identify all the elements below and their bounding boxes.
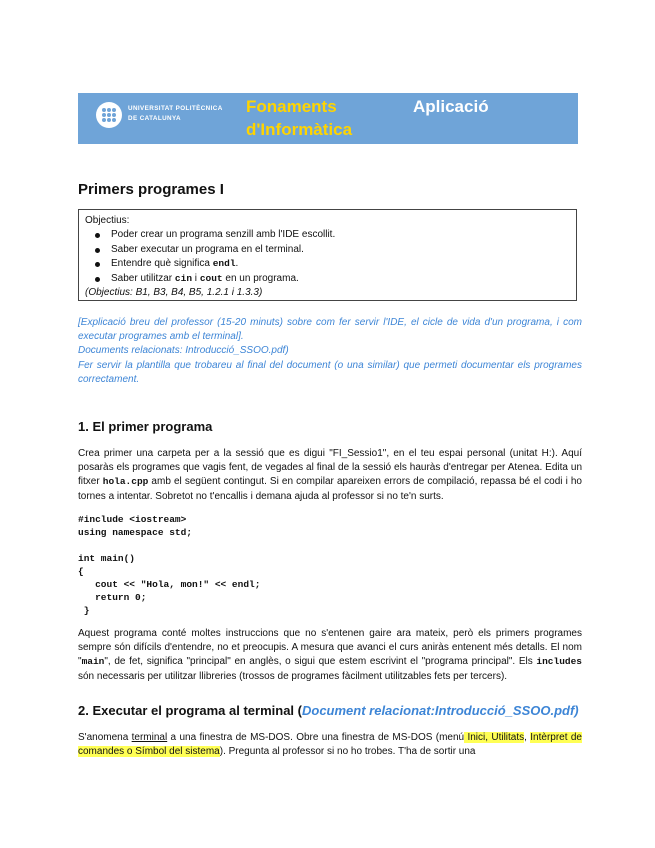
objectives-list [85,228,570,286]
course-title: Fonaments d'Informàtica [246,97,353,139]
university-name: UNIVERSITAT POLITÈCNICA DE CATALUNYA [128,105,223,122]
objectives-box [78,209,577,301]
list-item: Saber utilitzar cin i cout en un programa. [111,272,570,286]
related-document-link[interactable]: Document relacionat:Introducció_SSOO.pdf) [301,703,579,718]
section1-explanation: Aquest programa conté moltes instruccions que no s'entenen gaire ara mateix, però els primers programes sempre són difícils d'entendre, no et preocupis. A mesura que avanci el curs aniràs entenent més detalls. El nom "main", de fet, significa "principal" en anglès, o sigui que estem escrivint el "programa principal". Els includes són necessaris per utilitzar llibreries (trossos de programes fàcilment utilitzables fets per tercers). [78,628,582,682]
teacher-note: [Explicació breu del professor (15-20 minuts) sobre com fer servir l'IDE, el cicle de vida d'un programa, i com executar programes amb el terminal]. Documents relacionats: Introducció_SSOO.pdf) Fer servir la plantilla que trobareu al final del document (o una similar) que permeti documentar els programes correctament. [78,317,582,385]
section1-paragraph: Crea primer una carpeta per a la sessió que es digui "FI_Sessio1", en el teu espai personal (unitat H:). Aquí posaràs els programes que vagis fent, de vegades al final de la sessió els hauràs d'entregar per Atenea. Edita un fitxer hola.cpp amb el següent contingut. Si en compilar apareixen errors de compilació, repassa bé el codi i ho tornes a intentar. Sobretot no t'encallis i demana ajuda al professor si no te'n surts. [78,448,582,502]
section1-heading: 1. El primer programa [78,419,213,434]
objectives-heading: Objectius: [85,215,130,226]
upc-logo-icon [96,102,122,128]
list-item: Entendre què significa endl. [111,257,570,271]
list-item: Poder crear un programa senzill amb l'IDE escollit. [111,228,570,242]
objectives-reference: (Objectius: B1, B3, B4, B5, 1.2.1 i 1.3.3) [85,287,263,299]
list-item: Saber executar un programa en el terminal. [111,243,570,257]
section2-heading: 2. Executar el programa al terminal (Document relacionat:Introducció_SSOO.pdf) [78,703,579,718]
code-sample: #include <iostream> using namespace std; int main() { cout << "Hola, mon!" << endl; return 0; } [78,514,261,616]
section-label: Aplicació [413,97,489,116]
section2-paragraph: S'anomena terminal a una finestra de MS-DOS. Obre una finestra de MS-DOS (menú Inici, Utilitats, Intèrpret de comandes o Símbol del sistema). Pregunta al professor si no ho trobes. T'ha de sortir una [78,732,582,758]
page-title: Primers programes I [78,181,224,198]
course-banner [78,93,578,144]
